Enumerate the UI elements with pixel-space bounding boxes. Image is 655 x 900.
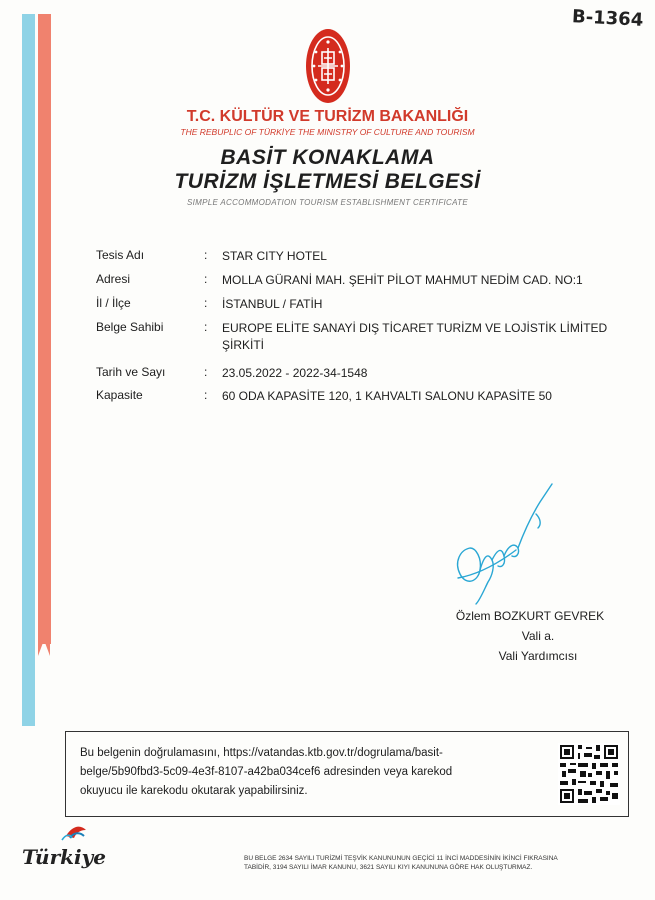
certificate-title-line2: TURİZM İŞLETMESİ BELGESİ (174, 170, 481, 193)
verification-line3: okuyucu ile karekodu okutarak yapabilirsiniz. (80, 785, 308, 797)
turkiye-logo (22, 820, 114, 877)
field-label: İl / İlçe (96, 296, 131, 310)
verification-text (80, 744, 510, 801)
field-colon: : (204, 272, 208, 286)
qr-code-icon[interactable] (558, 743, 620, 810)
field-label: Tarih ve Sayı (96, 365, 166, 379)
field-colon: : (204, 365, 208, 379)
field-value: 60 ODA KAPASİTE 120, 1 KAHVALTI SALONU KAPASİTE 50 (222, 389, 552, 403)
decorative-stripe-red-tip (38, 640, 50, 656)
certificate-subtitle-english: SIMPLE ACCOMMODATION TOURISM ESTABLISHMENT CERTIFICATE (187, 198, 468, 207)
footer-line2: TABİDİR, 3194 SAYILI İMAR KANUNU, 3621 SAYILI KIYI KANUNUNA GÖRE HAK OLUŞTURMAZ. (244, 864, 533, 871)
logo-text: Türkiye (22, 845, 106, 869)
signature-icon (440, 478, 560, 613)
verification-line2: belge/5b90fbd3-5c09-4e3f-8107-a42ba034cef6 adresinden veya karekod (80, 766, 453, 778)
field-value: STAR CITY HOTEL (222, 249, 327, 263)
footer-line1: BU BELGE 2634 SAYILI TURİZMİ TEŞVİK KANUNUNUN GEÇİCİ 11 İNCİ MADDESİNİN İKİNCİ FIKRASINA (244, 855, 558, 862)
verification-box (65, 731, 629, 817)
field-colon: : (204, 248, 208, 262)
field-colon: : (204, 296, 208, 310)
signatory-title: Vali Yardımcısı (498, 649, 578, 663)
field-colon: : (204, 388, 208, 402)
legal-footer (244, 854, 634, 872)
field-value: EUROPE ELİTE SANAYİ DIŞ TİCARET TURİZM VE LOJİSTİK LİMİTED ŞİRKİTİ (222, 321, 608, 352)
ministry-name-english: THE REBUPLIC OF TÜRKİYE THE MINISTRY OF CULTURE AND TOURISM (180, 127, 475, 137)
field-value: İSTANBUL / FATİH (222, 297, 323, 311)
field-label: Tesis Adı (96, 248, 145, 262)
certificate-title-line1: BASİT KONAKLAMA (220, 146, 435, 169)
verification-line1: Bu belgenin doğrulamasını, https://vatandas.ktb.gov.tr/dogrulama/basit- (80, 747, 443, 759)
ministry-name: T.C. KÜLTÜR VE TURİZM BAKANLIĞI (186, 108, 469, 125)
field-value: 23.05.2022 - 2022-34-1548 (222, 366, 368, 380)
field-value: MOLLA GÜRANİ MAH. ŞEHİT PİLOT MAHMUT NEDİM CAD. NO:1 (222, 273, 583, 287)
field-label: Adresi (96, 272, 131, 286)
handwritten-file-number: B-1364 (571, 6, 644, 31)
signatory-name: Özlem BOZKURT GEVREK (455, 609, 605, 623)
field-label: Kapasite (96, 388, 143, 402)
signatory-line2: Vali a. (521, 629, 555, 643)
field-label: Belge Sahibi (96, 320, 164, 334)
field-colon: : (204, 320, 208, 334)
ministry-emblem-icon (304, 22, 352, 111)
